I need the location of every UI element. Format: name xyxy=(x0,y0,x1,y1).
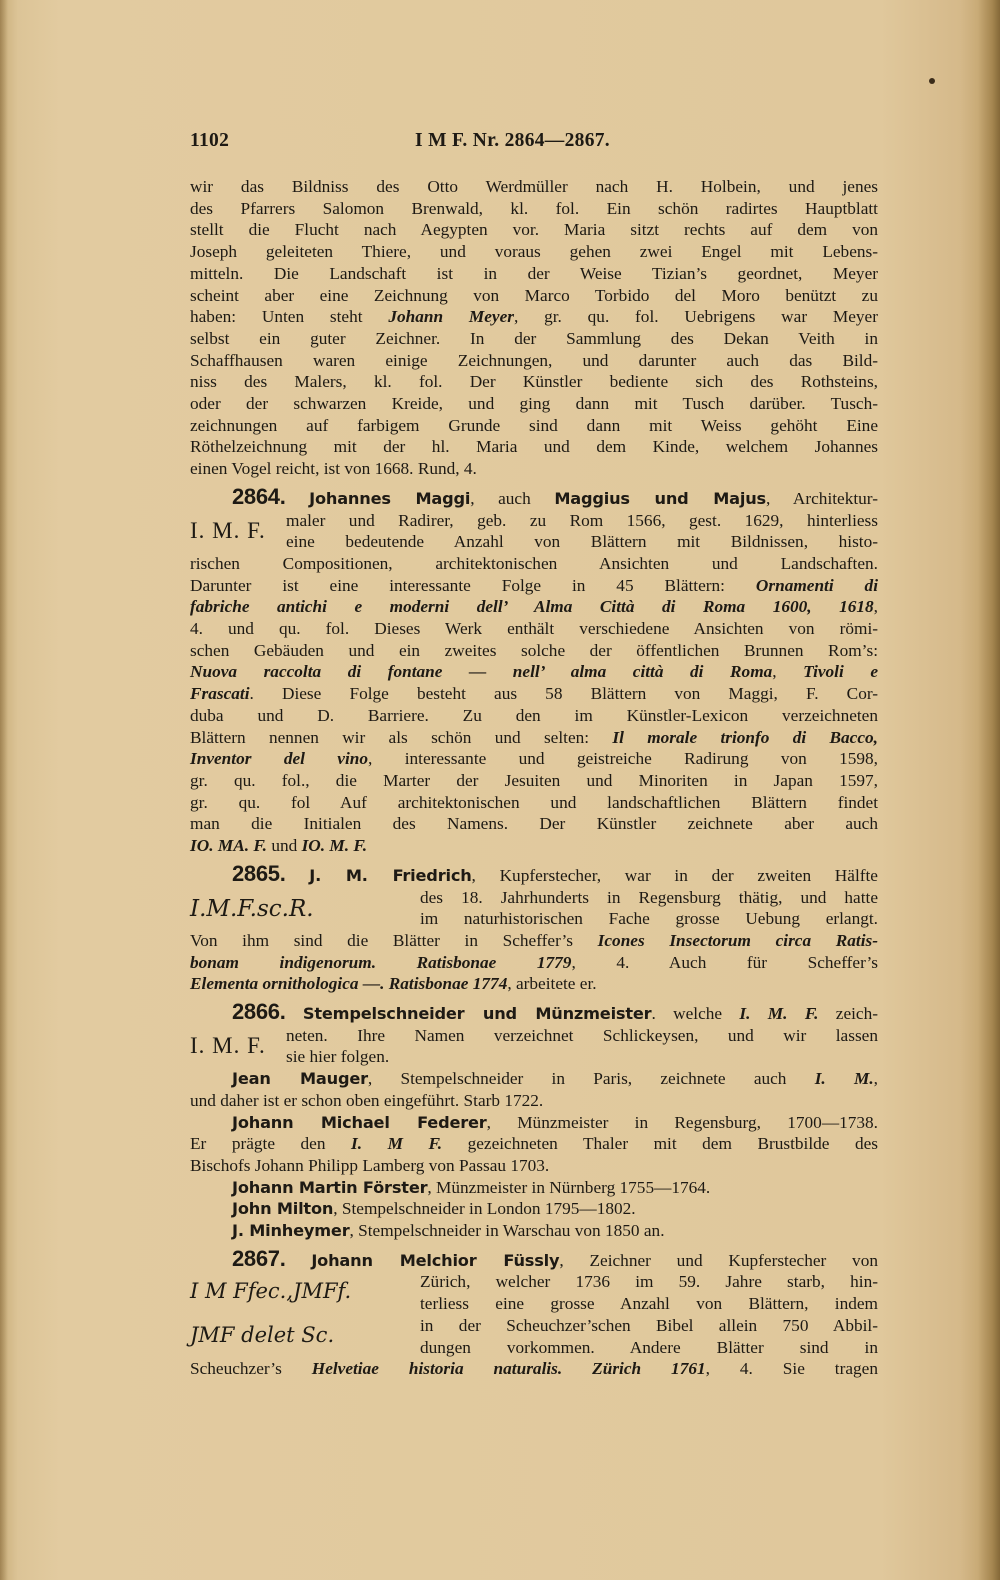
text-line: dungen vorkommen. Andere Blätter sind in xyxy=(420,1337,878,1357)
monogram-signature: JMF delet Sc. xyxy=(190,1322,335,1347)
header-title: I M F. Nr. 2864—2867. xyxy=(415,130,610,151)
text-line: einen Vogel reicht, ist von 1668. Rund, 4. xyxy=(190,459,477,479)
monogram: I. M. F. xyxy=(190,1033,266,1059)
text-line: bonam indigenorum. Ratisbonae 1779, 4. Auch für Scheffer’s xyxy=(190,952,878,972)
text-line: gr. qu. fol., die Marter der Jesuiten und Minoriten in Japan 1597, xyxy=(190,770,878,790)
entry-2864 xyxy=(190,483,879,857)
text-line: rischen Compositionen, architektonischen Ansichten und Landschaften. xyxy=(190,553,878,573)
entry-heading: 2867. Johann Melchior Füssly, Zeichner und Kupferstecher von xyxy=(232,1245,878,1271)
person-line: Johann Michael Federer, Münzmeister in Regensburg, 1700—1738. xyxy=(232,1112,878,1132)
monogram-signature: I M Ffec.,JMFf. xyxy=(190,1278,352,1303)
text-line: gr. qu. fol Auf architektonischen und landschaftlichen Blättern findet xyxy=(190,792,878,812)
text-line: Blättern nennen wir als schön und selten: Il morale trionfo di Bacco, xyxy=(190,727,878,747)
text-line: scheint aber eine Zeichnung von Marco Torbido del Moro benützt zu xyxy=(190,285,878,305)
monogram: I. M. F. xyxy=(190,517,266,543)
entry-number: 2867. xyxy=(232,1245,286,1271)
text-line: selbst ein guter Zeichner. In der Sammlung des Dekan Veith in xyxy=(190,328,878,348)
text-line: Darunter ist eine interessante Folge in 45 Blättern: Ornamenti di xyxy=(190,575,879,595)
page-number: 1102 xyxy=(190,130,230,151)
text-line: in der Scheuchzer’schen Bibel allein 750 Abbil- xyxy=(420,1315,878,1335)
entry-heading: 2866. Stempelschneider und Münzmeister. welche I. M. F. zeich- xyxy=(232,999,878,1025)
text-line: mitteln. Die Landschaft ist in der Weise Tizian’s geordnet, Meyer xyxy=(190,263,878,283)
text-line: wir das Bildniss des Otto Werdmüller nach H. Holbein, und jenes xyxy=(190,177,878,196)
entry-heading: 2865. J. M. Friedrich, Kupferstecher, war in der zweiten Hälfte xyxy=(232,860,878,886)
text-line: Joseph geleiteten Thiere, und voraus gehen zwei Engel mit Lebens- xyxy=(190,242,878,262)
text-line: oder der schwarzen Kreide, und ging dann mit Tusch darüber. Tusch- xyxy=(190,394,878,414)
entry-heading: 2864. Johannes Maggi, auch Maggius und Majus, Architektur- xyxy=(232,483,878,509)
text-line: 4. und qu. fol. Dieses Werk enthält verschiedene Ansichten von römi- xyxy=(190,619,878,639)
intro-paragraph xyxy=(190,176,878,480)
text-line: sie hier folgen. xyxy=(286,1047,390,1067)
entry-number: 2864. xyxy=(232,483,286,509)
text-line: Inventor del vino, interessante und geistreiche Radirung von 1598, xyxy=(190,749,879,769)
text-line: niss des Malers, kl. fol. Der Künstler bediente sich des Rothsteins, xyxy=(190,372,878,392)
text-line: neten. Ihre Namen verzeichnet Schlickeysen, und wir lassen xyxy=(286,1025,878,1045)
text-line: Frascati. Diese Folge besteht aus 58 Blättern von Maggi, F. Cor- xyxy=(190,684,878,704)
text-line: Schaffhausen waren einige Zeichnungen, und darunter auch das Bild- xyxy=(190,350,878,370)
text-line: des 18. Jahrhunderts in Regensburg thätig, und hatte xyxy=(420,887,878,907)
text-line: Von ihm sind die Blätter in Scheffer’s Icones Insectorum circa Ratis- xyxy=(190,930,878,950)
entry-number: 2866. xyxy=(232,999,286,1025)
running-header xyxy=(190,130,880,160)
text-line: fabriche antichi e moderni dell’ Alma Città di Roma 1600, 1618, xyxy=(190,597,878,617)
text-line: Elementa ornithologica —. Ratisbonae 1774, arbeitete er. xyxy=(190,974,597,994)
entry-2867 xyxy=(190,1245,878,1380)
text-line: im naturhistorischen Fache grosse Uebung erlangt. xyxy=(420,909,878,929)
text-line: eine bedeutende Anzahl von Blättern mit Bildnissen, histo- xyxy=(286,532,878,552)
text-line: man die Initialen des Namens. Der Künstler zeichnete aber auch xyxy=(190,814,878,834)
ink-spot xyxy=(929,78,935,84)
text-line: Röthelzeichnung mit der hl. Maria und dem Kinde, welchem Johannes xyxy=(190,437,878,457)
entry-2866 xyxy=(190,1001,878,1242)
body-text xyxy=(190,176,878,1380)
person-line: John Milton, Stempelschneider in London 1795—1802. xyxy=(232,1199,636,1219)
text-line: terliess eine grosse Anzahl von Blättern, indem xyxy=(420,1294,878,1314)
text-line: haben: Unten steht Johann Meyer, gr. qu. fol. Uebrigens war Meyer xyxy=(190,307,878,327)
text-line: des Pfarrers Salomon Brenwald, kl. fol. Ein schön radirtes Hauptblatt xyxy=(190,198,878,218)
monogram: I.M.F.sc.R. xyxy=(190,895,314,922)
text-line: Scheuchzer’s Helvetiae historia naturalis. Zürich 1761, 4. Sie tragen xyxy=(190,1359,878,1379)
text-line: Er prägte den I. M F. gezeichneten Thaler mit dem Brustbilde des xyxy=(190,1134,878,1154)
text-line: Nuova raccolta di fontane — nell’ alma città di Roma, Tivoli e xyxy=(190,662,879,682)
page-left-edge xyxy=(0,0,8,1580)
text-line: IO. MA. F. und IO. M. F. xyxy=(190,836,368,856)
text-line: zeichnungen auf farbigem Grunde sind dann mit Weiss gehöht Eine xyxy=(190,415,878,435)
person-line: Johann Martin Förster, Münzmeister in Nürnberg 1755—1764. xyxy=(232,1177,711,1197)
text-line: duba und D. Barriere. Zu den im Künstler-Lexicon verzeichneten xyxy=(190,705,878,725)
text-line: maler und Radirer, geb. zu Rom 1566, gest. 1629, hinterliess xyxy=(286,510,878,530)
entry-2865 xyxy=(190,860,878,995)
person-line: J. Minheymer, Stempelschneider in Warschau von 1850 an. xyxy=(232,1221,665,1241)
entry-number: 2865. xyxy=(232,860,286,886)
text-line: stellt die Flucht nach Aegypten vor. Maria sitzt rechts auf dem von xyxy=(190,220,878,240)
text-line: schen Gebäuden und ein zweites solche der öffentlichen Brunnen Rom’s: xyxy=(190,640,878,660)
text-line: Zürich, welcher 1736 im 59. Jahre starb, hin- xyxy=(420,1272,878,1292)
page-right-edge xyxy=(978,0,1000,1580)
text-line: Bischofs Johann Philipp Lamberg von Passau 1703. xyxy=(190,1155,550,1175)
text-line: und daher ist er schon oben eingeführt. Starb 1722. xyxy=(190,1090,544,1110)
person-line: Jean Mauger, Stempelschneider in Paris, zeichnete auch I. M., xyxy=(232,1069,878,1089)
